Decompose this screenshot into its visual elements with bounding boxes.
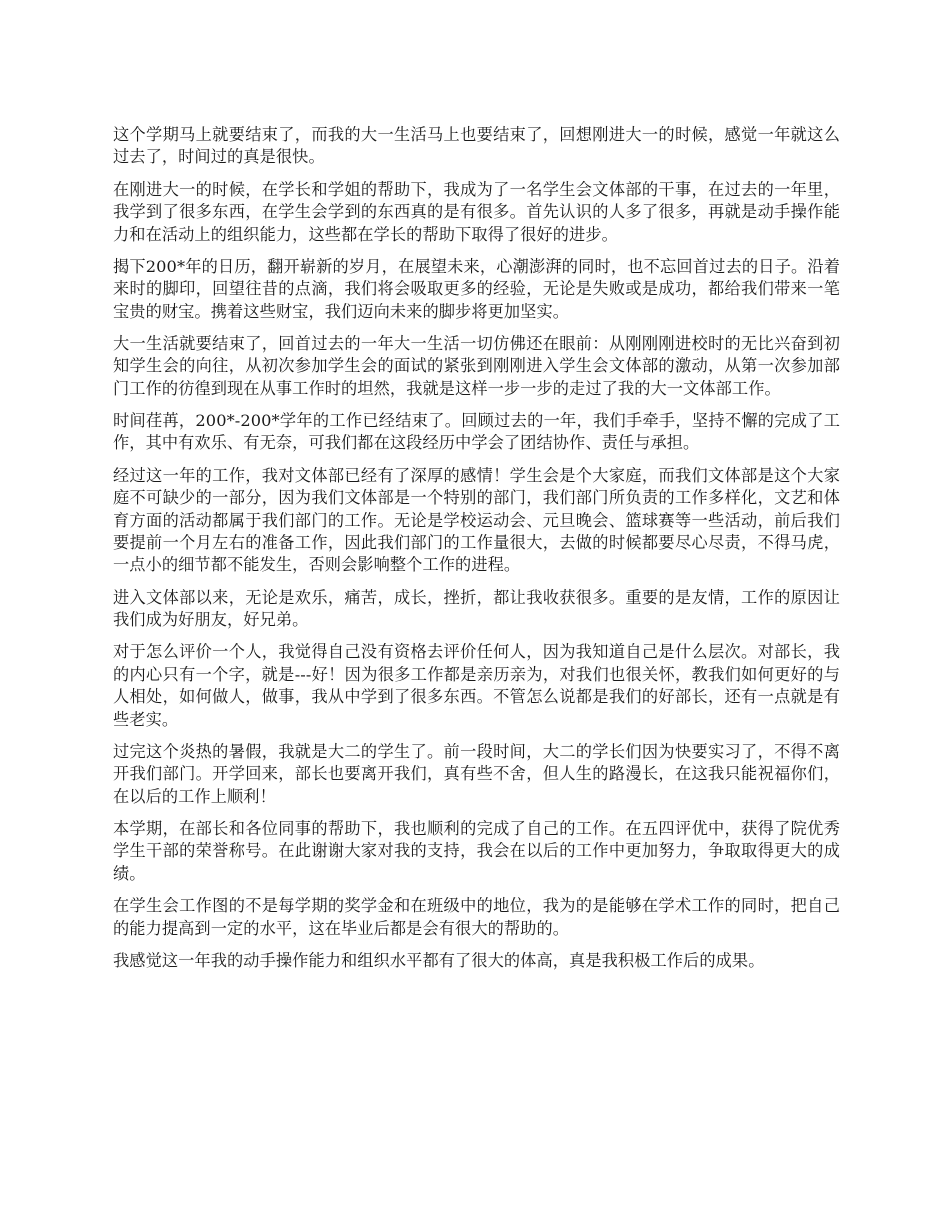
paragraph: 我感觉这一年我的动手操作能力和组织水平都有了很大的体高，真是我积极工作后的成果。 bbox=[113, 950, 765, 970]
paragraph: 时间荏苒，200*-200*学年的工作已经结束了。回顾过去的一年，我们手牵手，坚持不懈的完成了工作，其中有欢乐、有无奈，可我们都在这段经历中学会了团结协作、责任与承担。 bbox=[113, 411, 840, 453]
paragraph: 在刚进大一的时候，在学长和学姐的帮助下，我成为了一名学生会文体部的干事，在过去的一年里，我学到了很多东西，在学生会学到的东西真的是有很多。首先认识的人多了很多，再就是动手操作能力和在活动上的组织能力，这些都在学长的帮助下取得了很好的进步。 bbox=[113, 179, 840, 244]
document-body bbox=[113, 124, 840, 982]
paragraph: 揭下200*年的日历，翻开崭新的岁月，在展望未来，心潮澎湃的同时，也不忘回首过去的日子。沿着来时的脚印，回望往昔的点滴，我们将会吸取更多的经验，无论是失败或是成功，都给我们带来一笔宝贵的财宝。携着这些财宝，我们迈向未来的脚步将更加坚实。 bbox=[113, 256, 840, 321]
paragraph: 本学期，在部长和各位同事的帮助下，我也顺利的完成了自己的工作。在五四评优中，获得了院优秀学生干部的荣誉称号。在此谢谢大家对我的支持，我会在以后的工作中更加努力，争取取得更大的成绩。 bbox=[113, 818, 840, 883]
paragraph: 进入文体部以来，无论是欢乐，痛苦，成长，挫折，都让我收获很多。重要的是友情，工作的原因让我们成为好朋友，好兄弟。 bbox=[113, 587, 840, 630]
paragraph: 对于怎么评价一个人，我觉得自己没有资格去评价任何人，因为我知道自己是什么层次。对部长，我的内心只有一个字，就是---好！因为很多工作都是亲历亲为，对我们也很关怀，教我们如何更好的与人相处，如何做人，做事，我从中学到了很多东西。不管怎么说都是我们的好部长，还有一点就是有些老实。 bbox=[113, 642, 840, 729]
paragraph: 大一生活就要结束了，回首过去的一年大一生活一切仿佛还在眼前：从刚刚刚进校时的无比兴奋到初知学生会的向往，从初次参加学生会的面试的紧张到刚刚进入学生会文体部的激动，从第一次参加部门工作的彷徨到现在从事工作时的坦然，我就是这样一步一步的走过了我的大一文体部工作。 bbox=[113, 333, 840, 398]
paragraph: 过完这个炎热的暑假，我就是大二的学生了。前一段时间，大二的学长们因为快要实习了，不得不离开我们部门。开学回来，部长也要离开我们，真有些不舍，但人生的路漫长，在这我只能祝福你们，在以后的工作上顺利！ bbox=[113, 741, 840, 806]
paragraph: 经过这一年的工作，我对文体部已经有了深厚的感情！学生会是个大家庭，而我们文体部是这个大家庭不可缺少的一部分，因为我们文体部是一个特别的部门，我们部门所负责的工作多样化，文艺和体育方面的活动都属于我们部门的工作。无论是学校运动会、元旦晚会、篮球赛等一些活动，前后我们要提前一个月左右的准备工作，因此我们部门的工作量很大，去做的时候都要尽心尽责，不得马虎，一点小的细节都不能发生，否则会影响整个工作的进程。 bbox=[113, 465, 840, 575]
paragraph: 在学生会工作图的不是每学期的奖学金和在班级中的地位，我为的是能够在学术工作的同时，把自己的能力提高到一定的水平，这在毕业后都是会有很大的帮助的。 bbox=[113, 896, 840, 938]
paragraph: 这个学期马上就要结束了，而我的大一生活马上也要结束了，回想刚进大一的时候，感觉一年就这么过去了，时间过的真是很快。 bbox=[113, 125, 840, 167]
